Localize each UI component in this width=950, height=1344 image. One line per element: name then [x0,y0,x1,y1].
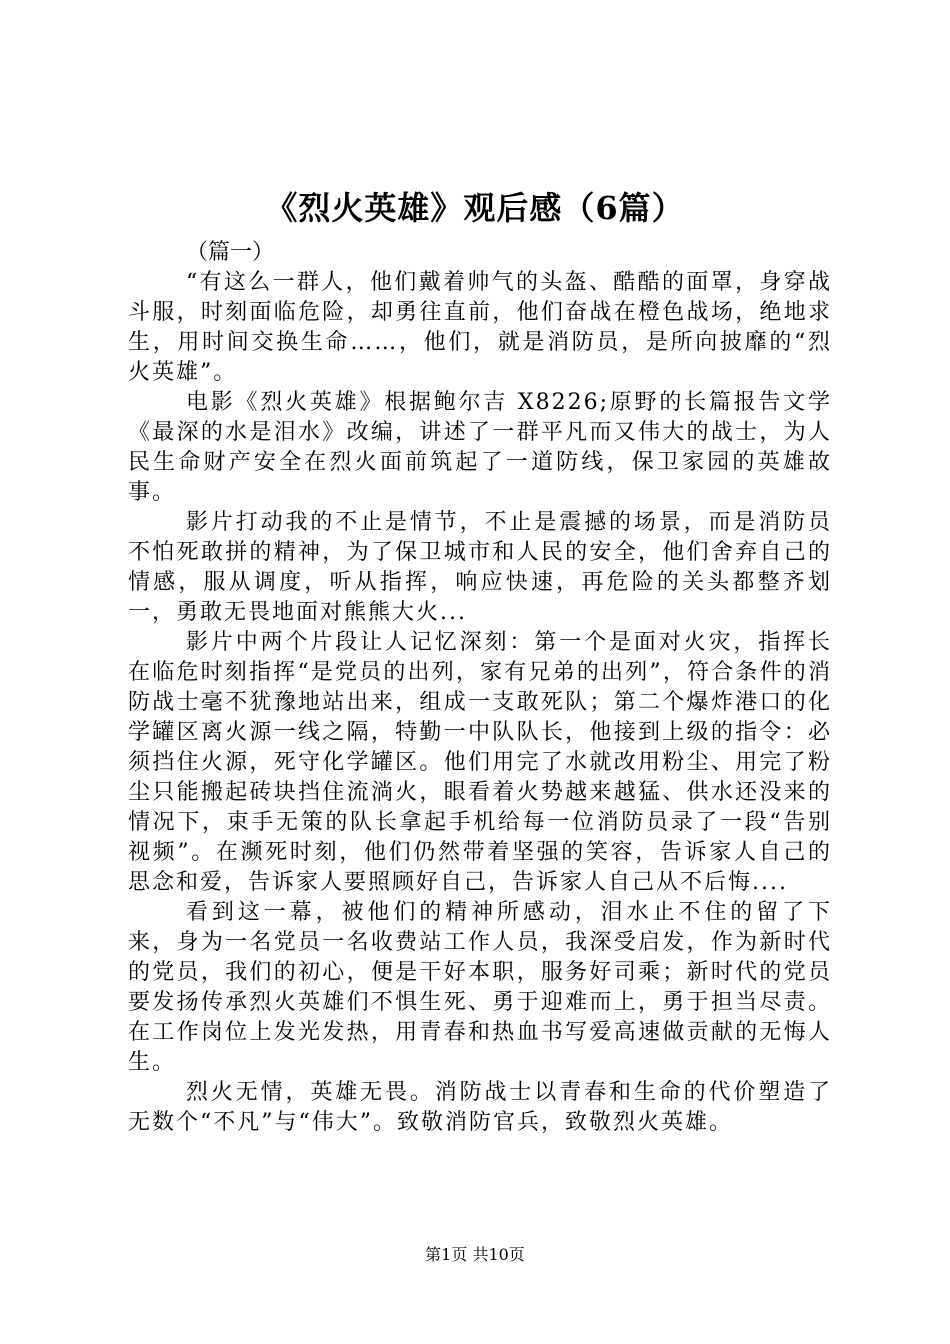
section-label: （篇一） [186,240,275,265]
paragraph-2: 电影《烈火英雄》根据鲍尔吉 X8226;原野的长篇报告文学《最深的水是泪水》改编，讲述了一群平凡而又伟大的战士，为人民生命财产安全在烈火面前筑起了一道防线，保卫家园的英雄故事。 [128,390,832,505]
paragraph-4: 影片中两个片段让人记忆深刻：第一个是面对火灾，指挥长在临危时刻指挥“是党员的出列，家有兄弟的出列”，符合条件的消防战士毫不犹豫地站出来，组成一支敢死队；第二个爆炸港口的化学罐区离火源一线之隔，特勤一中队队长，他接到上级的指令：必须挡住火源，死守化学罐区。他们用完了水就改用粉尘、用完了粉尘只能搬起砖块挡住流淌火，眼看着火势越来越猛、供水还没来的情况下，束手无策的队长拿起手机给每一位消防员录了一段“告别视频”。在濒死时刻，他们仍然带着坚强的笑容，告诉家人自己的思念和爱，告诉家人要照顾好自己，告诉家人自己从不后悔.... [128,630,832,895]
page-footer: 第1页 共10页 [425,1245,525,1264]
paragraph-5: 看到这一幕，被他们的精神所感动，泪水止不住的留了下来，身为一名党员一名收费站工作人员，我深受启发，作为新时代的党员，我们的初心，便是干好本职，服务好司乘；新时代的党员要发扬传承烈火英雄们不惧生死、勇于迎难而上，勇于担当尽责。在工作岗位上发光发热，用青春和热血书写爱高速做贡献的无悔人生。 [128,900,832,1075]
paragraph-3: 影片打动我的不止是情节，不止是震撼的场景，而是消防员不怕死敢拼的精神，为了保卫城市和人民的安全，他们舍弃自己的情感，服从调度，听从指挥，响应快速，再危险的关头都整齐划一，勇敢无畏地面对熊熊大火... [128,510,832,625]
document-title: 《烈火英雄》观后感（6篇） [265,189,685,227]
document-body [128,238,832,1138]
paragraph-6: 烈火无情，英雄无畏。消防战士以青春和生命的代价塑造了无数个“不凡”与“伟大”。致敬消防官兵，致敬烈火英雄。 [128,1080,832,1135]
paragraph-1: “有这么一群人，他们戴着帅气的头盔、酷酷的面罩，身穿战斗服，时刻面临危险，却勇往直前，他们奋战在橙色战场，绝地求生，用时间交换生命……，他们，就是消防员，是所向披靡的“烈火英雄”。 [128,270,832,385]
